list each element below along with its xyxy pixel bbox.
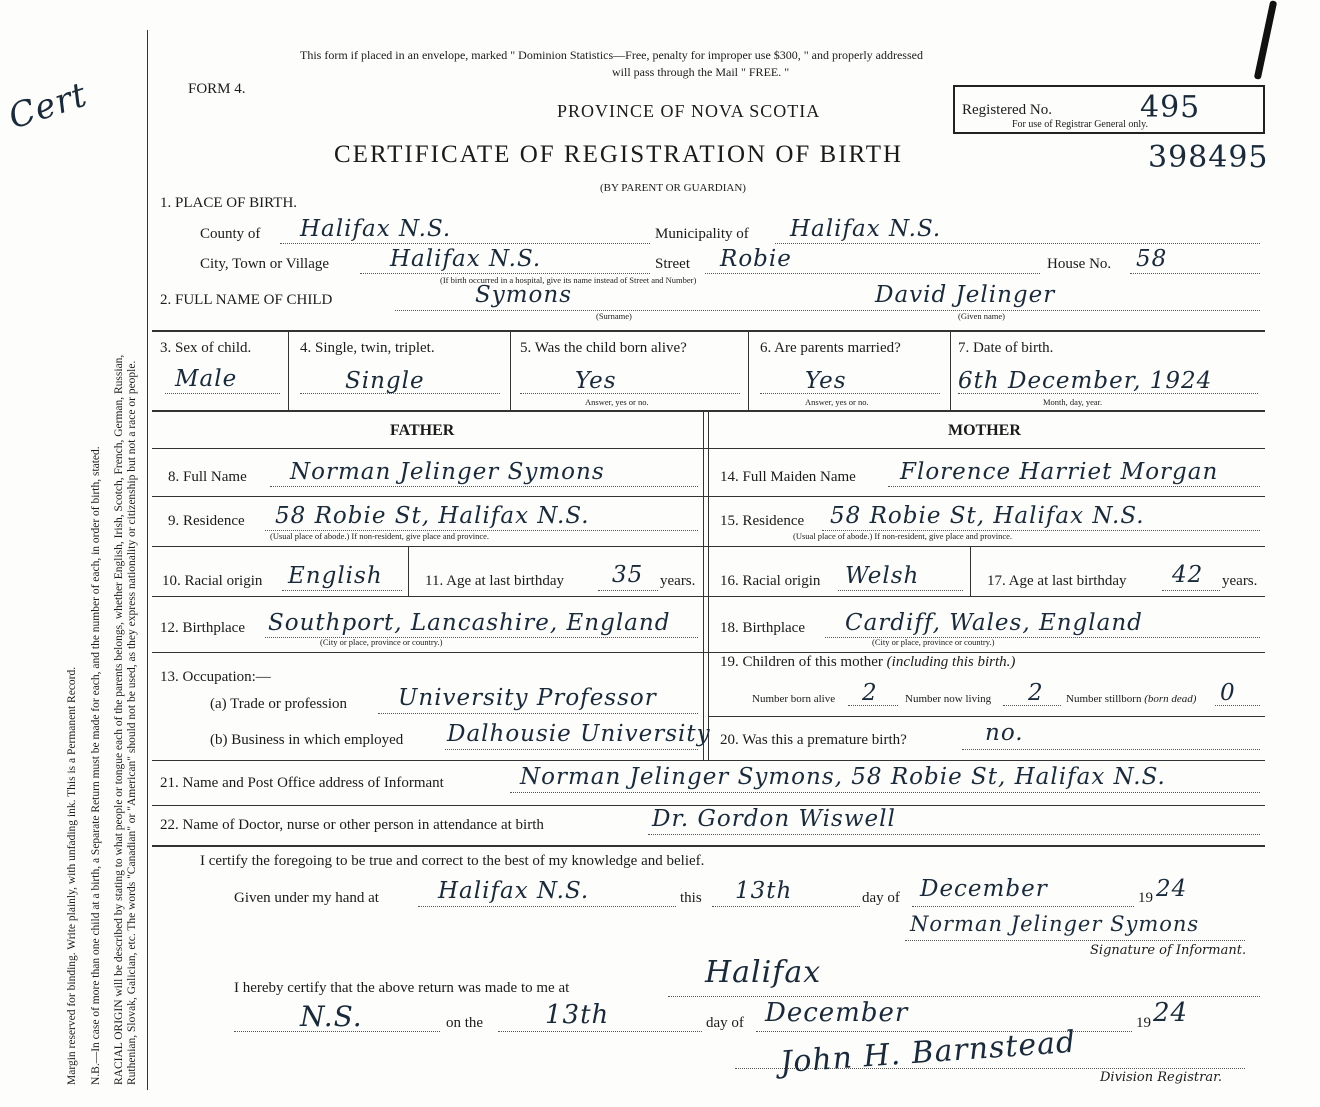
rule	[152, 546, 1265, 547]
box-divider	[510, 330, 511, 410]
father-birthplace-label: 12. Birthplace	[160, 620, 245, 636]
county-line	[280, 243, 650, 244]
this-label: this	[680, 890, 702, 906]
day-line	[712, 906, 860, 907]
child-given-name: David Jelinger	[875, 282, 1056, 308]
father-birthplace-value: Southport, Lancashire, England	[268, 610, 671, 636]
province-heading: PROVINCE OF NOVA SCOTIA	[557, 101, 821, 121]
day-value: 13th	[735, 878, 793, 904]
dob-value: 6th December, 1924	[958, 368, 1213, 394]
father-age-unit: years.	[660, 573, 696, 589]
mother-birthplace-label: 18. Birthplace	[720, 620, 805, 636]
sex-label: 3. Sex of child.	[160, 340, 252, 356]
informant-value: Norman Jelinger Symons, 58 Robie St, Halifax N.S.	[520, 764, 1166, 790]
mother-age-value: 42	[1172, 562, 1204, 588]
child-surname: Symons	[475, 282, 573, 308]
street-label: Street	[655, 256, 690, 272]
house-label: House No.	[1047, 256, 1112, 272]
place-of-birth-label: 1. PLACE OF BIRTH.	[160, 195, 298, 211]
father-heading: FATHER	[390, 422, 455, 439]
reg-day-line	[498, 1031, 702, 1032]
margin-annotation: Cert	[3, 74, 93, 138]
mother-residence-caption: (Usual place of abode.) If non-resident, give place and province.	[793, 531, 1013, 541]
business-line	[445, 749, 698, 750]
year-prefix: 19	[1138, 890, 1153, 906]
premature-label: 20. Was this a premature birth?	[720, 732, 907, 748]
reg-year-value: 24	[1153, 998, 1189, 1028]
mother-name-value: Florence Harriet Morgan	[900, 459, 1219, 485]
box-divider	[288, 330, 289, 410]
doctor-label: 22. Name of Doctor, nurse or other person in attendance at birth	[160, 817, 544, 833]
given-place: Halifax N.S.	[438, 878, 590, 904]
box-divider	[748, 330, 749, 410]
postal-notice-1: This form if placed in an envelope, marked " Dominion Statistics—Free, penalty for improper use $300, " and properly addressed	[300, 48, 923, 62]
now-living-value: 2	[1028, 680, 1044, 706]
doctor-value: Dr. Gordon Wiswell	[652, 806, 896, 832]
house-line	[1130, 273, 1260, 274]
sex-line	[165, 393, 280, 394]
informant-line	[510, 792, 1260, 793]
married-label: 6. Are parents married?	[760, 340, 901, 356]
informant-signature: Norman Jelinger Symons	[910, 912, 1200, 936]
mother-residence-label: 15. Residence	[720, 513, 805, 529]
registrar-place2: N.S.	[300, 1000, 363, 1033]
municipality-value: Halifax N.S.	[790, 216, 942, 242]
children-note: (including this birth.)	[886, 654, 1016, 670]
house-value: 58	[1136, 246, 1168, 272]
child-name-label: 2. FULL NAME OF CHILD	[160, 292, 333, 308]
father-birthplace-caption: (City or place, province or country.)	[320, 637, 443, 647]
form-number: FORM 4.	[188, 81, 246, 97]
reg-month-line	[756, 1031, 1132, 1032]
dob-label: 7. Date of birth.	[958, 340, 1054, 356]
doctor-line	[648, 834, 1260, 835]
rule	[152, 845, 1265, 847]
ink-stroke	[1254, 0, 1277, 80]
mother-age-label: 17. Age at last birthday	[987, 573, 1127, 589]
month-line	[912, 906, 1134, 907]
alive-label: 5. Was the child born alive?	[520, 340, 687, 356]
rule	[152, 652, 1265, 653]
municipality-line	[775, 243, 1260, 244]
father-residence-label: 9. Residence	[168, 513, 245, 529]
reg-day-of-label: day of	[706, 1015, 744, 1031]
mother-race-label: 16. Racial origin	[720, 573, 821, 589]
given-label: Given under my hand at	[234, 890, 379, 906]
father-name-label: 8. Full Name	[168, 469, 247, 485]
father-race-line	[282, 590, 402, 591]
registered-number: 495	[1140, 90, 1201, 125]
margin-note-4: Ruthenian, Slovak, Galician, etc. The words "Canadian" or "American" should not be used, as they express nationality or citizenship but not a race or people.	[126, 360, 138, 1085]
alive-value: Yes	[575, 368, 617, 394]
father-residence-value: 58 Robie St, Halifax N.S.	[275, 503, 590, 529]
mother-birthplace-caption: (City or place, province or country.)	[872, 637, 995, 647]
mother-race-line	[838, 590, 963, 591]
hospital-note: (If birth occurred in a hospital, give its name instead of Street and Number)	[440, 275, 697, 285]
registrar-caption: Division Registrar.	[1100, 1070, 1222, 1085]
mother-name-label: 14. Full Maiden Name	[720, 469, 856, 485]
mother-heading: MOTHER	[948, 422, 1021, 439]
sex-value: Male	[175, 366, 238, 392]
mother-race-value: Welsh	[845, 563, 920, 589]
page-title: CERTIFICATE OF REGISTRATION OF BIRTH	[334, 141, 904, 168]
mother-age-line	[1162, 590, 1220, 591]
given-caption: (Given name)	[958, 311, 1005, 321]
born-alive-value: 2	[862, 680, 878, 706]
city-line	[360, 273, 650, 274]
married-value: Yes	[805, 368, 847, 394]
month-value: December	[920, 876, 1048, 902]
trade-value: University Professor	[398, 685, 657, 711]
dob-caption: Month, day, year.	[1043, 397, 1103, 407]
business-value: Dalhousie University	[447, 721, 711, 747]
postal-notice-2: will pass through the Mail " FREE. "	[612, 65, 790, 79]
children-label-text: 19. Children of this mother	[720, 654, 883, 670]
trade-label: (a) Trade or profession	[210, 696, 348, 712]
mother-age-unit: years.	[1222, 573, 1258, 589]
mother-birthplace-value: Cardiff, Wales, England	[845, 610, 1143, 636]
rule	[152, 760, 1265, 761]
certify-statement: I certify the foregoing to be true and correct to the best of my knowledge and belief.	[200, 853, 705, 869]
mother-name-line	[888, 486, 1260, 487]
parents-divider	[708, 410, 709, 760]
margin-note-3: RACIAL ORIGIN will be described by stating to what people or tongue each of the parents belongs, whether English, Irish, Scotch, French, German, Russian,	[113, 354, 125, 1085]
surname-caption: (Surname)	[596, 311, 632, 321]
county-value: Halifax N.S.	[300, 216, 452, 242]
day-of-label: day of	[862, 890, 900, 906]
registrar-statement: I hereby certify that the above return was made to me at	[234, 980, 570, 996]
page-subtitle: (BY PARENT OR GUARDIAN)	[600, 182, 746, 194]
race-divider	[970, 546, 971, 596]
county-label: County of	[200, 226, 261, 242]
signature-line	[905, 940, 1245, 941]
father-race-label: 10. Racial origin	[162, 573, 263, 589]
father-name-line	[270, 486, 698, 487]
married-caption: Answer, yes or no.	[805, 397, 869, 407]
father-age-line	[598, 590, 658, 591]
father-residence-caption: (Usual place of abode.) If non-resident, give place and province.	[270, 531, 490, 541]
rule	[152, 596, 1265, 597]
father-age-value: 35	[612, 562, 644, 588]
registrar-month: December	[765, 998, 909, 1028]
registrar-signature: John H. Barnstead	[779, 1024, 1078, 1081]
children-label	[720, 654, 1015, 671]
born-alive-label: Number born alive	[752, 693, 836, 705]
stillborn-note: (born dead)	[1144, 693, 1197, 705]
rule	[152, 496, 1265, 497]
city-value: Halifax N.S.	[390, 246, 542, 272]
premature-line	[962, 749, 1260, 750]
business-label: (b) Business in which employed	[210, 732, 404, 748]
father-race-value: English	[288, 563, 383, 589]
plurality-label: 4. Single, twin, triplet.	[300, 340, 435, 356]
street-line	[705, 273, 1040, 274]
parents-divider	[703, 410, 704, 760]
mother-residence-value: 58 Robie St, Halifax N.S.	[830, 503, 1145, 529]
margin-note-2: N.B.—In case of more than one child at a birth, a Separate Return must be made for each, and the number of each, in order of birth, stated.	[90, 446, 102, 1085]
rule	[708, 716, 1265, 717]
year-value: 24	[1156, 876, 1188, 902]
father-age-label: 11. Age at last birthday	[425, 573, 564, 589]
occupation-label: 13. Occupation:—	[160, 669, 271, 685]
now-living-label: Number now living	[905, 693, 992, 705]
municipality-label: Municipality of	[655, 226, 749, 242]
given-place-line	[418, 906, 676, 907]
father-name-value: Norman Jelinger Symons	[290, 459, 605, 485]
registrar-day: 13th	[545, 1000, 610, 1030]
street-value: Robie	[720, 246, 792, 272]
alive-line	[520, 393, 740, 394]
registrar-place-line	[668, 996, 1260, 997]
signature-caption: Signature of Informant.	[1090, 943, 1247, 958]
trade-line	[378, 713, 698, 714]
alive-caption: Answer, yes or no.	[585, 397, 649, 407]
married-line	[760, 393, 940, 394]
box-divider	[950, 330, 951, 410]
informant-label: 21. Name and Post Office address of Informant	[160, 775, 444, 791]
registrar-place: Halifax	[705, 955, 822, 990]
margin-note-1: Margin reserved for binding. Write plainly, with unfading ink. This is a Permanent Record.	[66, 666, 78, 1085]
premature-value: no.	[985, 720, 1024, 746]
reg-year-prefix: 19	[1136, 1015, 1151, 1031]
rule	[152, 448, 1265, 449]
child-name-line	[395, 310, 1260, 311]
stillborn-label-text: Number stillborn	[1066, 693, 1142, 705]
rule-top	[152, 330, 1265, 332]
race-divider	[408, 546, 409, 596]
city-label: City, Town or Village	[200, 256, 330, 272]
stillborn-label	[1066, 693, 1196, 705]
registered-label: Registered No.	[962, 102, 1052, 118]
plurality-value: Single	[345, 368, 425, 394]
stillborn-value: 0	[1220, 680, 1236, 706]
margin-rule	[147, 30, 148, 1090]
on-label: on the	[446, 1015, 484, 1031]
certificate-number: 398495	[1148, 140, 1269, 175]
registrar-note: For use of Registrar General only.	[1012, 119, 1148, 130]
